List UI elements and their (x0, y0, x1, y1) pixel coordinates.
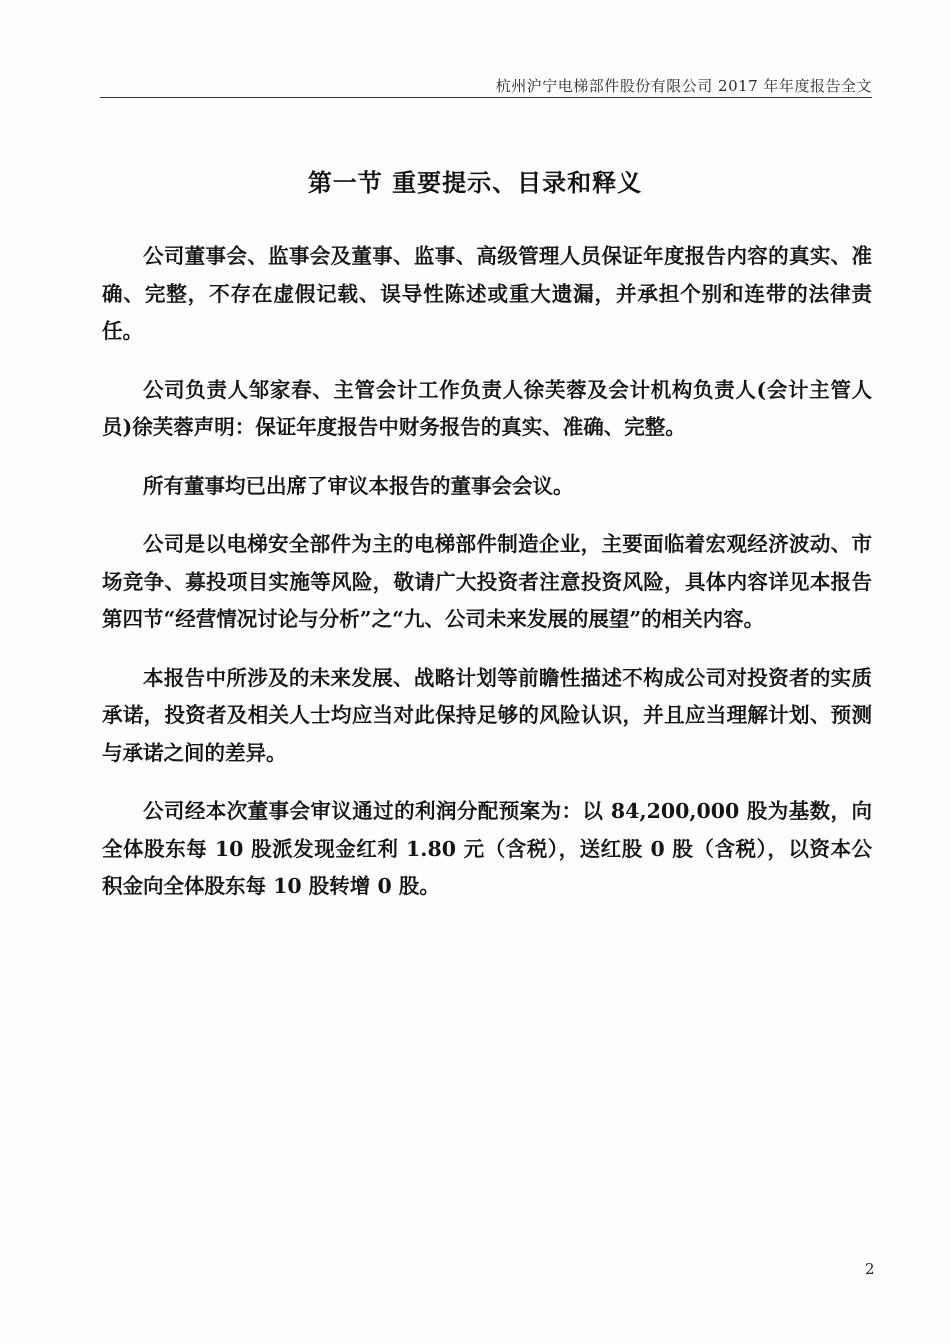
body-content (102, 238, 872, 927)
section-title: 第一节 重要提示、目录和释义 (307, 168, 643, 197)
paragraph-forward-looking-disclaimer: 本报告中所涉及的未来发展、战略计划等前瞻性描述不构成公司对投资者的实质承诺，投资者及相关人士均应当对此保持足够的风险认识，并且应当理解计划、预测与承诺之间的差异。 (102, 665, 872, 765)
report-header-title: 杭州沪宁电梯部件股份有限公司 2017 年年度报告全文 (495, 77, 872, 95)
paragraph-risk-notice: 公司是以电梯安全部件为主的电梯部件制造企业，主要面临着宏观经济波动、市场竞争、募投项目实施等风险，敬请广大投资者注意投资风险，具体内容详见本报告第四节“经营情况讨论与分析”之“九、公司未来发展的展望”的相关内容。 (102, 532, 872, 631)
paragraph-profit-distribution: 公司经本次董事会审议通过的利润分配预案为：以 84,200,000 股为基数，向全体股东每 10 股派发现金红利 1.80 元（含税），送红股 0 股（含税），以资本公积金向全体股东每 10 股转增 0 股。 (102, 799, 872, 898)
paragraph-responsible-persons-statement: 公司负责人邹家春、主管会计工作负责人徐芙蓉及会计机构负责人(会计主管人员)徐芙蓉声明：保证年度报告中财务报告的真实、准确、完整。 (102, 377, 872, 439)
page-number: 2 (865, 1260, 875, 1278)
paragraph-directors-attendance: 所有董事均已出席了审议本报告的董事会会议。 (143, 473, 574, 498)
header-divider (100, 97, 872, 98)
paragraph-board-guarantee: 公司董事会、监事会及董事、监事、高级管理人员保证年度报告内容的真实、准确、完整，不存在虚假记载、误导性陈述或重大遗漏，并承担个别和连带的法律责任。 (102, 244, 872, 343)
